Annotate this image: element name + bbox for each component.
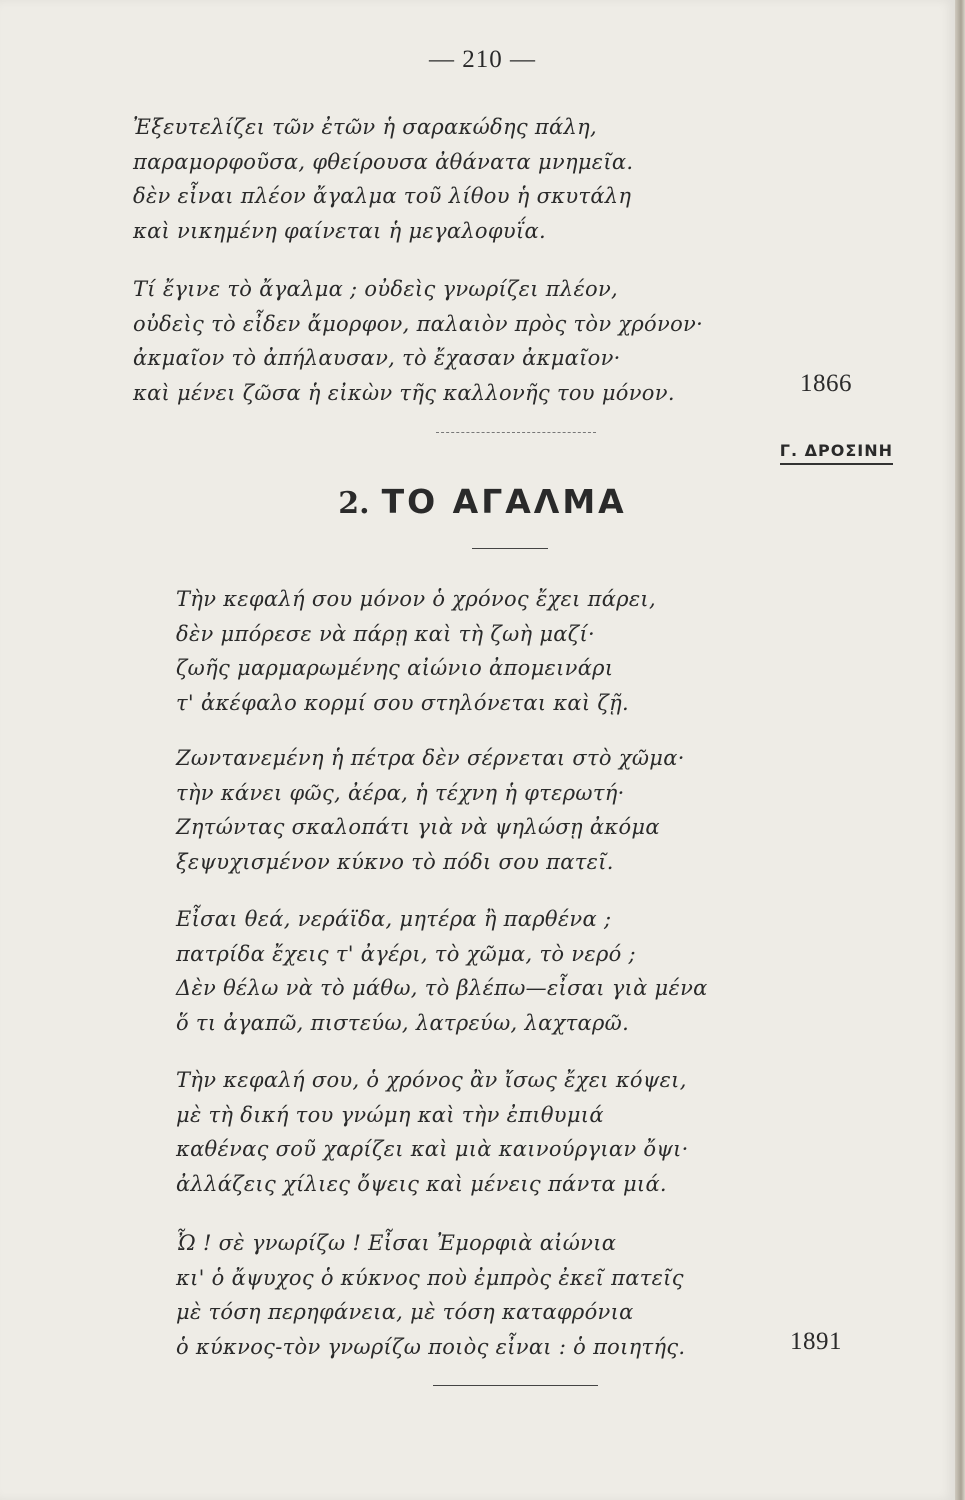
verse-line: Τὴν κεφαλή σου, ὁ χρόνος ἂν ἴσως ἔχει κόψει, <box>176 1068 687 1092</box>
poem-year: 1891 <box>790 1328 842 1355</box>
verse-line: τὴν κάνει φῶς, ἀέρα, ἡ τέχνη ἡ φτερωτή· <box>176 780 625 805</box>
verse-line: καὶ νικημένη φαίνεται ἡ μεγαλοφυΐα. <box>133 218 546 243</box>
verse-line: κι' ὁ ἄψυχος ὁ κύκνος ποὺ ἐμπρὸς ἐκεῖ πατεῖς <box>176 1265 684 1290</box>
verse-line: μὲ τὴ δική του γνώμη καὶ τὴν ἐπιθυμιά <box>176 1102 604 1127</box>
verse-line: οὐδεὶς τὸ εἶδεν ἄμορφον, παλαιὸν πρὸς τὸν χρόνον· <box>133 311 704 336</box>
verse-line: ἀκμαῖον τὸ ἀπήλαυσαν, τὸ ἔχασαν ἀκμαῖον· <box>133 346 621 370</box>
verse-line: Εἶσαι θεά, νεράϊδα, μητέρα ἢ παρθένα ; <box>176 907 612 931</box>
poem-title <box>0 482 965 521</box>
previous-poem-stanza-1 <box>133 110 853 248</box>
poem-stanza-3 <box>176 902 896 1040</box>
poem-stanza-1 <box>176 582 896 720</box>
verse-line: Ζητώντας σκαλοπάτι γιὰ νὰ ψηλώσῃ ἀκόμα <box>176 815 660 839</box>
verse-line: Τὴν κεφαλή σου μόνον ὁ χρόνος ἔχει πάρει, <box>176 587 656 611</box>
page-number: — 210 — <box>429 46 536 73</box>
verse-line: Ἐξευτελίζει τῶν ἐτῶν ἡ σαρακώδης πάλη, <box>133 115 597 139</box>
verse-line: Ὦ ! σὲ γνωρίζω ! Εἶσαι Ἐμορφιὰ αἰώνια <box>176 1231 617 1255</box>
verse-line: δὲν μπόρεσε νὰ πάρῃ καὶ τὴ ζωὴ μαζί· <box>176 621 595 646</box>
page-edge <box>955 0 965 1500</box>
verse-line: τ' ἀκέφαλο κορμί σου στηλόνεται καὶ ζῇ. <box>176 690 629 715</box>
author-signature: Γ. ΔΡΟΣΙΝΗ <box>780 441 893 465</box>
verse-line: καὶ μένει ζῶσα ἡ εἰκὼν τῆς καλλονῆς του μόνον. <box>133 380 675 405</box>
verse-line: καθένας σοῦ χαρίζει καὶ μιὰ καινούργιαν ὄψι· <box>176 1137 689 1161</box>
verse-line: δὲν εἶναι πλέον ἄγαλμα τοῦ λίθου ἡ σκυτάλη <box>133 184 632 208</box>
verse-line: Δὲν θέλω νὰ τὸ μάθω, τὸ βλέπω—εἶσαι γιὰ μένα <box>176 976 708 1000</box>
previous-poem-year: 1866 <box>800 370 852 397</box>
verse-line: μὲ τόση περηφάνεια, μὲ τόση καταφρόνια <box>176 1300 634 1324</box>
verse-line: παραμορφοῦσα, φθείρουσα ἀθάνατα μνημεῖα. <box>133 149 634 174</box>
verse-line: Τί ἔγινε τὸ ἄγαλμα ; οὐδεὶς γνωρίζει πλέον, <box>133 277 619 301</box>
verse-line: Ζωντανεμένη ἡ πέτρα δὲν σέρνεται στὸ χῶμα· <box>176 746 685 770</box>
title-underline <box>472 548 548 549</box>
section-divider <box>436 432 596 433</box>
poem-number: 2. <box>338 486 370 521</box>
end-rule <box>433 1385 598 1386</box>
poem-title-text: ΤΟ ΑΓΑΛΜΑ <box>381 482 627 521</box>
previous-poem-stanza-2 <box>133 272 853 410</box>
poem-stanza-2 <box>176 741 896 879</box>
verse-line: ὅ τι ἀγαπῶ, πιστεύω, λατρεύω, λαχταρῶ. <box>176 1010 630 1035</box>
verse-line: ἀλλάζεις χίλιες ὄψεις καὶ μένεις πάντα μιά. <box>176 1171 667 1196</box>
poem-stanza-4 <box>176 1063 896 1201</box>
poem-stanza-5 <box>176 1226 896 1364</box>
verse-line: ξεψυχισμένον κύκνο τὸ πόδι σου πατεῖ. <box>176 849 614 874</box>
verse-line: ζωῆς μαρμαρωμένης αἰώνιο ἀπομεινάρι <box>176 656 614 680</box>
verse-line: πατρίδα ἔχεις τ' ἀγέρι, τὸ χῶμα, τὸ νερό ; <box>176 941 636 966</box>
verse-line: ὁ κύκνος-τὸν γνωρίζω ποιὸς εἶναι : ὁ ποιητής. <box>176 1334 686 1359</box>
